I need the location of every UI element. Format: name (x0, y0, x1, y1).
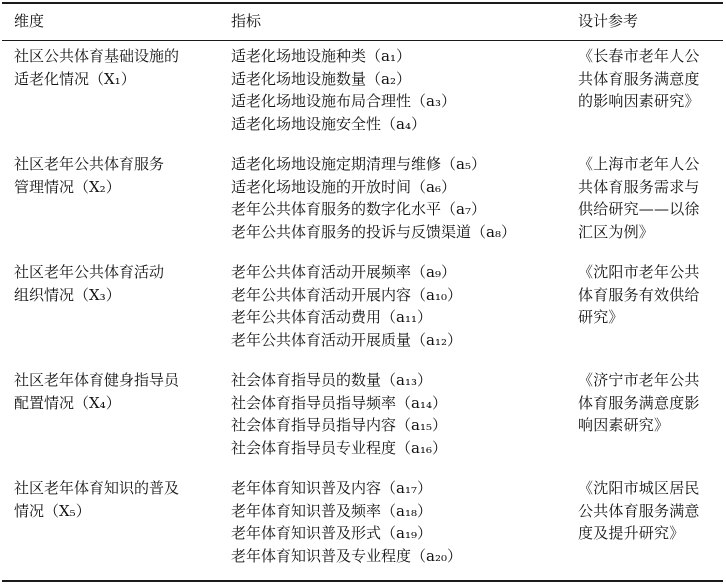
reference-line: 《长春市老年人公 (578, 47, 700, 65)
indicator-item: 适老化场地设施安全性（a₄） (231, 114, 426, 133)
row-4-reference (578, 369, 722, 437)
reference-line: 研究》 (578, 308, 624, 326)
indicator-item: 老年体育知识普及形式（a₁₉） (231, 524, 432, 542)
row-4-indicators (231, 369, 576, 459)
row-3-indicators (231, 261, 576, 351)
dimension-line: 组织情况（X₃） (14, 285, 121, 304)
reference-line: 共体育服务需求与 (578, 177, 700, 196)
dimension-line: 情况（X₅） (14, 501, 91, 520)
reference-line: 《济宁市老年公共 (578, 371, 700, 389)
indicator-item: 社会体育指导员的数量（a₁₃） (231, 371, 432, 389)
dimension-line: 配置情况（X₄） (14, 393, 121, 412)
table-bottom-rule (2, 580, 723, 582)
indicator-item: 社会体育指导员专业程度（a₁₆） (231, 438, 447, 457)
indicator-item: 老年公共体育服务的数字化水平（a₇） (231, 200, 486, 218)
row-2-reference (578, 153, 722, 243)
dimension-line: 社区老年公共体育活动 (14, 263, 165, 281)
reference-line: 公共体育服务满意 (578, 501, 700, 520)
row-1-indicators (231, 45, 576, 135)
reference-line: 体育服务满意度影 (578, 393, 700, 412)
dimension-line: 社区公共体育基础设施的 (14, 47, 180, 65)
indicator-item: 适老化场地设施种类（a₁） (231, 47, 411, 65)
dimension-line: 社区老年公共体育服务 (14, 155, 165, 173)
dimension-line: 适老化情况（X₁） (14, 69, 136, 88)
dimension-line: 管理情况（X₂） (14, 177, 121, 196)
row-2-dimension (14, 153, 219, 198)
reference-line: 《沈阳市城区居民 (578, 479, 700, 497)
indicator-item: 老年公共体育活动开展质量（a₁₂） (231, 330, 462, 349)
indicator-item: 适老化场地设施的开放时间（a₆） (231, 177, 456, 196)
row-5-dimension (14, 477, 219, 522)
row-5-reference (578, 477, 722, 545)
header-dimension: 维度 (14, 12, 45, 30)
table-header-rule (2, 40, 723, 41)
indicator-item: 老年公共体育服务的投诉与反馈渠道（a₈） (231, 222, 516, 241)
indicator-item: 老年体育知识普及内容（a₁₇） (231, 479, 432, 497)
reference-line: 《沈阳市老年公共 (578, 263, 700, 281)
row-1-dimension (14, 45, 219, 90)
indicator-item: 老年公共体育活动开展频率（a₉） (231, 263, 456, 281)
dimension-line: 社区老年体育健身指导员 (14, 371, 180, 389)
dimension-line: 社区老年体育知识的普及 (14, 479, 180, 497)
indicator-item: 社会体育指导员指导频率（a₁₄） (231, 393, 447, 412)
reference-line: 的影响因素研究》 (578, 92, 700, 110)
reference-line: 共体育服务满意度 (578, 69, 700, 88)
indicator-item: 老年体育知识普及专业程度（a₂₀） (231, 546, 462, 565)
header-indicator: 指标 (231, 12, 262, 30)
reference-line: 度及提升研究》 (578, 524, 685, 542)
indicator-item: 老年体育知识普及频率（a₁₈） (231, 501, 432, 520)
indicator-item: 老年公共体育活动开展内容（a₁₀） (231, 285, 462, 304)
header-reference: 设计参考 (578, 12, 639, 30)
row-4-dimension (14, 369, 219, 414)
row-2-indicators (231, 153, 576, 243)
row-3-dimension (14, 261, 219, 306)
indicator-item: 社会体育指导员指导内容（a₁₅） (231, 416, 447, 434)
table-top-rule (2, 2, 723, 4)
row-3-reference (578, 261, 722, 329)
indicator-item: 适老化场地设施布局合理性（a₃） (231, 92, 456, 110)
indicator-item: 适老化场地设施定期清理与维修（a₅） (231, 155, 486, 173)
reference-line: 响因素研究》 (578, 416, 670, 434)
row-5-indicators (231, 477, 576, 567)
indicator-item: 适老化场地设施数量（a₂） (231, 69, 411, 88)
indicator-item: 老年公共体育活动费用（a₁₁） (231, 308, 432, 326)
row-1-reference (578, 45, 722, 113)
reference-line: 供给研究——以徐 (578, 200, 700, 218)
reference-line: 体育服务有效供给 (578, 285, 700, 304)
reference-line: 汇区为例》 (578, 222, 655, 241)
reference-line: 《上海市老年人公 (578, 155, 700, 173)
